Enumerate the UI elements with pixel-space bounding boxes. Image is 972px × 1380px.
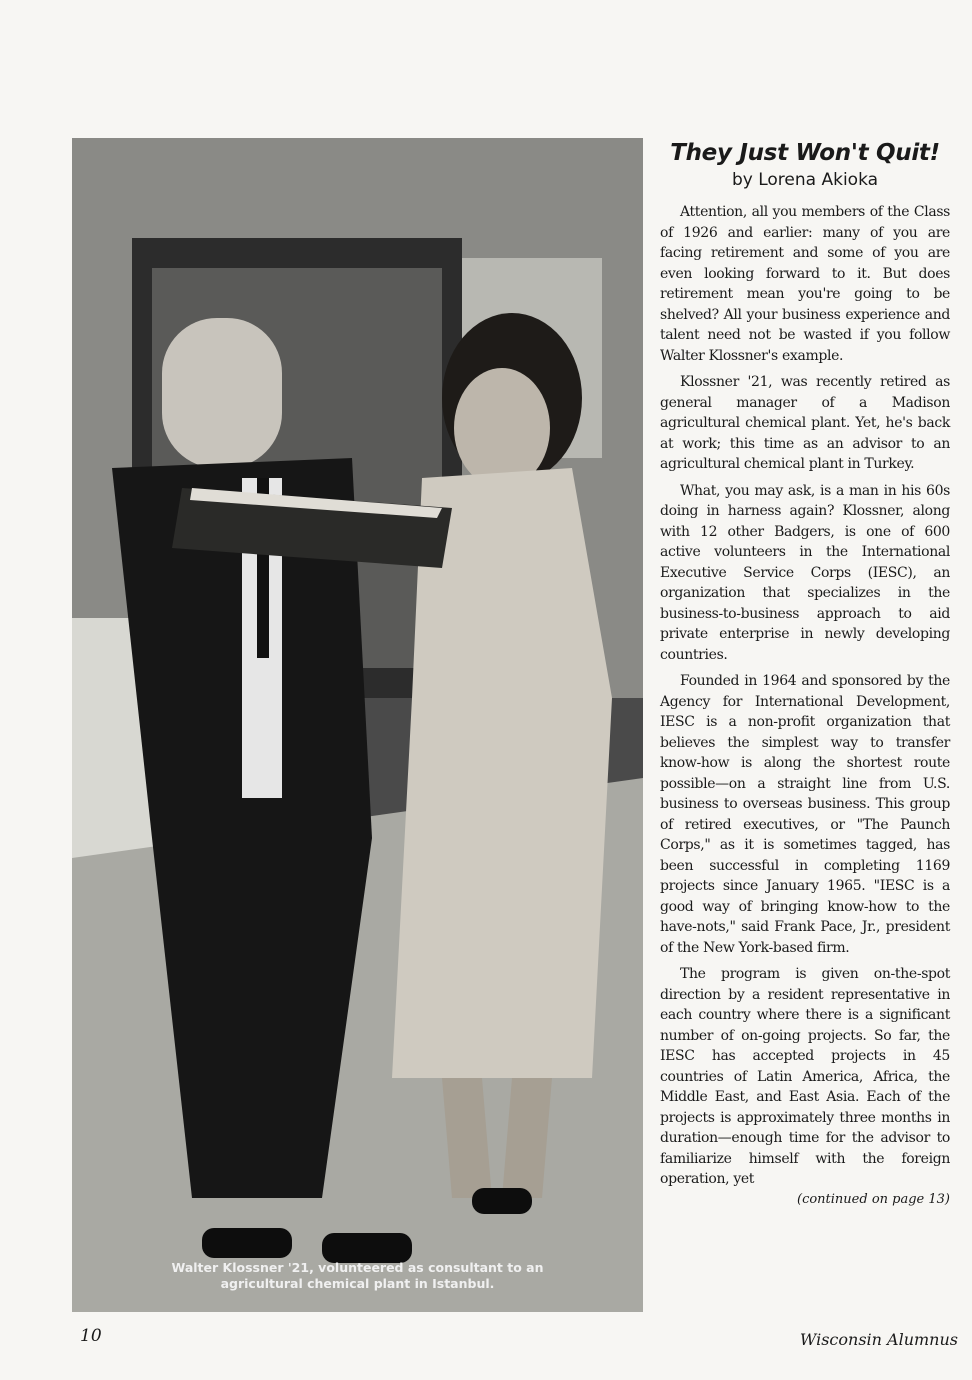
caption-line-1: Walter Klossner '21, volunteered as consultant to an — [171, 1260, 544, 1275]
article-paragraph: The program is given on-the-spot direction by a resident representative in each country where there is a significant number of on-going projects. So far, the IESC has accepted projects in 45 countries of Latin America, Africa, the Middle East, and East Asia. Each of the projects is approximately three months in duration—enough time for the advisor to familiarize himself with the foreign operation, yet — [660, 966, 950, 1187]
article-photo — [72, 138, 643, 1312]
publication-name: Wisconsin Alumnus — [799, 1330, 958, 1349]
article-paragraph: What, you may ask, is a man in his 60s doing in harness again? Klossner, along with 12 other Badgers, is one of 600 active volunteers in the International Executive Service Corps (IESC), an organization that specializes in the business-to-business approach to aid private enterprise in newly developing countries. — [660, 482, 950, 663]
caption-line-2: agricultural chemical plant in Istanbul. — [220, 1276, 495, 1291]
article-paragraph: Founded in 1964 and sponsored by the Agency for International Development, IESC is a non-profit organization that believes the simplest way to transfer know-how is along the shortest route possible—on a straight line from U.S. business to overseas business. This group of retired executives, or "The Paunch Corps," as it is sometimes tagged, has been successful in completing 1169 projects since January 1965. "IESC is a good way of bringing know-how to the have-nots," said Frank Pace, Jr., president of the New York-based firm. — [660, 673, 950, 956]
page-number: 10 — [80, 1326, 102, 1346]
article-headline: They Just Won't Quit! — [670, 140, 940, 166]
article-paragraph: Klossner '21, was recently retired as general manager of a Madison agricultural chemical plant. Yet, he's back at work; this time as an advisor to an agricultural chemical plant in Turkey. — [660, 374, 950, 472]
article-column — [660, 140, 950, 1207]
photo-caption — [72, 1260, 643, 1292]
article-byline: by Lorena Akioka — [731, 170, 879, 190]
article-paragraph: Attention, all you members of the Class of 1926 and earlier: many of you are facing retirement and some of you are even looking forward to it. But does retirement mean you're going to be shelved? All your business experience and talent need not be wasted if you follow Walter Klossner's example. — [660, 204, 950, 364]
photo-illustration — [72, 138, 643, 1312]
continued-note: (continued on page 13) — [797, 1191, 950, 1207]
